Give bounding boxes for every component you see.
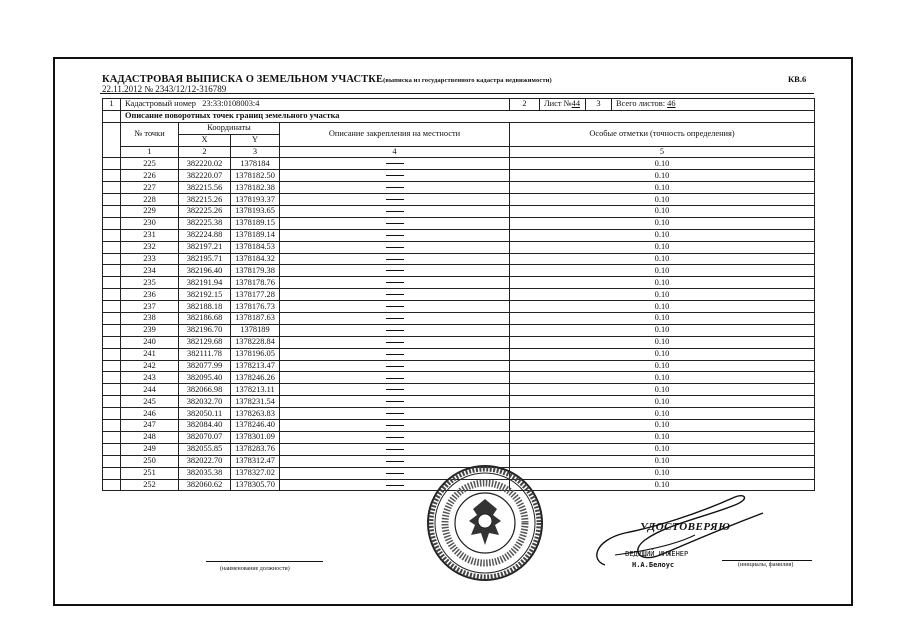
table-row	[103, 443, 815, 455]
coord-y: 1378283.76	[231, 443, 280, 455]
title-text: КАДАСТРОВАЯ ВЫПИСКА О ЗЕМЕЛЬНОМ УЧАСТКЕ	[102, 74, 384, 85]
col-notes-header: Особые отметки (точность определения)	[510, 122, 815, 146]
col-description-header: Описание закрепления на местности	[280, 122, 510, 146]
description-dash	[280, 289, 510, 301]
coord-y: 1378189.15	[231, 217, 280, 229]
note-value: 0.10	[510, 206, 815, 218]
official-seal-stamp	[425, 463, 545, 583]
note-value: 0.10	[510, 170, 815, 182]
note-value: 0.10	[510, 372, 815, 384]
coord-y: 1378177.28	[231, 289, 280, 301]
description-dash	[280, 324, 510, 336]
table-row	[103, 265, 815, 277]
empty-cell	[103, 170, 121, 182]
dash-mark	[386, 259, 404, 260]
table-row	[103, 182, 815, 194]
empty-cell	[103, 158, 121, 170]
table-row	[103, 324, 815, 336]
table-row	[103, 158, 815, 170]
coord-x: 382186.68	[179, 313, 231, 325]
col-y-header: Y	[231, 134, 280, 146]
coord-x: 382191.94	[179, 277, 231, 289]
note-value: 0.10	[510, 182, 815, 194]
description-dash	[280, 360, 510, 372]
point-number: 244	[121, 384, 179, 396]
dash-mark	[386, 401, 404, 402]
dash-mark	[386, 211, 404, 212]
note-value: 0.10	[510, 431, 815, 443]
boundary-points-table	[102, 98, 815, 491]
coord-y: 1378193.65	[231, 206, 280, 218]
point-number: 246	[121, 408, 179, 420]
dash-mark	[386, 449, 404, 450]
empty-cell	[103, 110, 121, 122]
note-value: 0.10	[510, 324, 815, 336]
dash-mark	[386, 318, 404, 319]
point-number: 250	[121, 455, 179, 467]
table-row	[103, 313, 815, 325]
note-value: 0.10	[510, 467, 815, 479]
note-value: 0.10	[510, 420, 815, 432]
header-divider	[100, 93, 814, 94]
empty-cell	[103, 324, 121, 336]
table-row	[103, 206, 815, 218]
section-title-row	[103, 110, 815, 122]
sheet-cell	[540, 99, 586, 111]
coord-y: 1378176.73	[231, 301, 280, 313]
empty-cell	[103, 372, 121, 384]
point-number: 245	[121, 396, 179, 408]
table-row	[103, 384, 815, 396]
coord-y: 1378213.11	[231, 384, 280, 396]
table-row	[103, 241, 815, 253]
point-number: 252	[121, 479, 179, 491]
point-number: 239	[121, 324, 179, 336]
note-value: 0.10	[510, 360, 815, 372]
empty-cell	[103, 265, 121, 277]
description-dash	[280, 420, 510, 432]
table-row	[103, 420, 815, 432]
coord-y: 1378187.63	[231, 313, 280, 325]
coord-x: 382129.68	[179, 336, 231, 348]
empty-cell	[103, 384, 121, 396]
table-row	[103, 277, 815, 289]
description-dash	[280, 277, 510, 289]
dash-mark	[386, 199, 404, 200]
coord-x: 382225.38	[179, 217, 231, 229]
coord-x: 382224.88	[179, 229, 231, 241]
coord-y: 1378184.53	[231, 241, 280, 253]
coord-x: 382022.70	[179, 455, 231, 467]
coord-x: 382066.98	[179, 384, 231, 396]
note-value: 0.10	[510, 301, 815, 313]
document-number: 2343/12/12-316789	[155, 84, 227, 94]
empty-cell	[103, 241, 121, 253]
point-number: 237	[121, 301, 179, 313]
dash-mark	[386, 461, 404, 462]
description-dash	[280, 253, 510, 265]
coord-x: 382196.40	[179, 265, 231, 277]
point-number: 248	[121, 431, 179, 443]
total-cell	[612, 99, 815, 111]
note-value: 0.10	[510, 265, 815, 277]
dash-mark	[386, 354, 404, 355]
description-dash	[280, 408, 510, 420]
note-value: 0.10	[510, 408, 815, 420]
empty-cell	[103, 396, 121, 408]
table-row	[103, 194, 815, 206]
description-dash	[280, 313, 510, 325]
document-date: 22.11.2012 №	[102, 84, 154, 94]
coord-y: 1378179.38	[231, 265, 280, 277]
coord-x: 382095.40	[179, 372, 231, 384]
description-dash	[280, 372, 510, 384]
description-dash	[280, 206, 510, 218]
description-dash	[280, 170, 510, 182]
point-number: 243	[121, 372, 179, 384]
coord-x: 382035.38	[179, 467, 231, 479]
coord-y: 1378312.47	[231, 455, 280, 467]
point-number: 228	[121, 194, 179, 206]
coord-y: 1378184	[231, 158, 280, 170]
empty-cell	[103, 277, 121, 289]
table-row	[103, 408, 815, 420]
stamp-role: ВЕДУЩИЙ ИНЖЕНЕР	[625, 550, 689, 558]
table-row	[103, 229, 815, 241]
description-dash	[280, 301, 510, 313]
empty-cell	[103, 443, 121, 455]
table-row	[103, 170, 815, 182]
coord-x: 382197.21	[179, 241, 231, 253]
point-number: 238	[121, 313, 179, 325]
note-value: 0.10	[510, 336, 815, 348]
point-number: 231	[121, 229, 179, 241]
point-number: 230	[121, 217, 179, 229]
coord-y: 1378228.84	[231, 336, 280, 348]
point-number: 225	[121, 158, 179, 170]
coord-y: 1378189.14	[231, 229, 280, 241]
dash-mark	[386, 366, 404, 367]
description-dash	[280, 336, 510, 348]
point-number: 227	[121, 182, 179, 194]
description-dash	[280, 217, 510, 229]
summary-row	[103, 99, 815, 111]
table-row	[103, 431, 815, 443]
col-number-1: 1	[121, 146, 179, 158]
point-number: 235	[121, 277, 179, 289]
coord-x: 382032.70	[179, 396, 231, 408]
coord-x: 382084.40	[179, 420, 231, 432]
description-dash	[280, 229, 510, 241]
dash-mark	[386, 342, 404, 343]
position-signature-line	[206, 561, 323, 562]
dash-mark	[386, 235, 404, 236]
coord-x: 382188.18	[179, 301, 231, 313]
description-dash	[280, 194, 510, 206]
empty-cell	[103, 301, 121, 313]
section-number: 1	[103, 99, 121, 111]
coord-y: 1378178.76	[231, 277, 280, 289]
empty-cell	[103, 360, 121, 372]
col-number-4: 4	[280, 146, 510, 158]
note-value: 0.10	[510, 217, 815, 229]
description-dash	[280, 241, 510, 253]
description-dash	[280, 265, 510, 277]
point-number: 240	[121, 336, 179, 348]
note-value: 0.10	[510, 396, 815, 408]
dash-mark	[386, 175, 404, 176]
dash-mark	[386, 473, 404, 474]
coord-y: 1378305.70	[231, 479, 280, 491]
coord-y: 1378182.50	[231, 170, 280, 182]
note-value: 0.10	[510, 158, 815, 170]
table-row	[103, 360, 815, 372]
coord-x: 382215.56	[179, 182, 231, 194]
point-number: 229	[121, 206, 179, 218]
empty-cell	[103, 206, 121, 218]
note-value: 0.10	[510, 241, 815, 253]
dash-mark	[386, 485, 404, 486]
stamp-name: Н.А.Белоус	[632, 561, 675, 569]
note-value: 0.10	[510, 229, 815, 241]
point-number: 242	[121, 360, 179, 372]
coord-x: 382060.62	[179, 479, 231, 491]
note-value: 0.10	[510, 479, 815, 491]
coord-y: 1378184.32	[231, 253, 280, 265]
coord-x: 382111.78	[179, 348, 231, 360]
col-coords-header: Координаты	[179, 122, 280, 134]
empty-cell	[103, 313, 121, 325]
table-row	[103, 217, 815, 229]
dash-mark	[386, 378, 404, 379]
empty-cell	[103, 479, 121, 491]
point-number: 249	[121, 443, 179, 455]
dash-mark	[386, 437, 404, 438]
cadastral-number: 23:33:0108003:4	[202, 99, 260, 109]
col-number-5: 5	[510, 146, 815, 158]
empty-cell	[103, 122, 121, 158]
coord-y: 1378231.54	[231, 396, 280, 408]
dash-mark	[386, 294, 404, 295]
column-header-row	[103, 122, 815, 134]
empty-cell	[103, 431, 121, 443]
coord-x: 382055.85	[179, 443, 231, 455]
col-number-2: 2	[179, 146, 231, 158]
certify-text: УДОСТОВЕРЯЮ	[640, 521, 731, 533]
position-caption: (наименование должности)	[220, 566, 290, 572]
note-value: 0.10	[510, 384, 815, 396]
empty-cell	[103, 467, 121, 479]
empty-cell	[103, 289, 121, 301]
form-code: КВ.6	[788, 74, 807, 84]
empty-cell	[103, 182, 121, 194]
name-signature-line	[722, 560, 812, 561]
coord-y: 1378189	[231, 324, 280, 336]
point-number: 233	[121, 253, 179, 265]
dash-mark	[386, 330, 404, 331]
coord-x: 382215.26	[179, 194, 231, 206]
column-number-row	[103, 146, 815, 158]
coord-x: 382070.07	[179, 431, 231, 443]
description-dash	[280, 182, 510, 194]
col-point-header: № точки	[121, 122, 179, 146]
empty-cell	[103, 229, 121, 241]
coord-x: 382225.26	[179, 206, 231, 218]
coord-x: 382196.70	[179, 324, 231, 336]
point-number: 232	[121, 241, 179, 253]
dash-mark	[386, 163, 404, 164]
table-row	[103, 301, 815, 313]
coord-x: 382077.99	[179, 360, 231, 372]
dash-mark	[386, 270, 404, 271]
point-number: 236	[121, 289, 179, 301]
col-number-3: 3	[231, 146, 280, 158]
cadastral-cell	[121, 99, 510, 111]
coord-y: 1378182.38	[231, 182, 280, 194]
point-number: 247	[121, 420, 179, 432]
coord-y: 1378213.47	[231, 360, 280, 372]
sheet-label: Лист №	[544, 99, 572, 109]
total-col: 3	[586, 99, 612, 111]
table-row	[103, 372, 815, 384]
col-x-header: X	[179, 134, 231, 146]
name-caption: (инициалы, фамилия)	[738, 562, 794, 568]
point-number: 234	[121, 265, 179, 277]
note-value: 0.10	[510, 253, 815, 265]
description-dash	[280, 443, 510, 455]
coord-y: 1378327.02	[231, 467, 280, 479]
empty-cell	[103, 336, 121, 348]
empty-cell	[103, 194, 121, 206]
cadastral-label: Кадастровый номер	[125, 99, 196, 109]
note-value: 0.10	[510, 313, 815, 325]
point-number: 241	[121, 348, 179, 360]
empty-cell	[103, 408, 121, 420]
point-number: 251	[121, 467, 179, 479]
coord-y: 1378246.26	[231, 372, 280, 384]
coord-x: 382192.15	[179, 289, 231, 301]
description-dash	[280, 348, 510, 360]
coord-y: 1378301.09	[231, 431, 280, 443]
empty-cell	[103, 455, 121, 467]
coord-x: 382195.71	[179, 253, 231, 265]
dash-mark	[386, 389, 404, 390]
empty-cell	[103, 420, 121, 432]
coord-y: 1378246.40	[231, 420, 280, 432]
table-row	[103, 336, 815, 348]
dash-mark	[386, 413, 404, 414]
dash-mark	[386, 282, 404, 283]
note-value: 0.10	[510, 289, 815, 301]
coord-y: 1378193.37	[231, 194, 280, 206]
title-note: (выписка из государственного кадастра недвижимости)	[383, 77, 552, 84]
description-dash	[280, 158, 510, 170]
section-title: Описание поворотных точек границ земельного участка	[121, 110, 815, 122]
note-value: 0.10	[510, 277, 815, 289]
total-label: Всего листов:	[616, 99, 666, 109]
dash-mark	[386, 247, 404, 248]
table-row	[103, 289, 815, 301]
empty-cell	[103, 217, 121, 229]
point-number: 226	[121, 170, 179, 182]
sheet-col: 2	[510, 99, 540, 111]
empty-cell	[103, 253, 121, 265]
dash-mark	[386, 425, 404, 426]
table-row	[103, 253, 815, 265]
table-row	[103, 348, 815, 360]
note-value: 0.10	[510, 455, 815, 467]
dash-mark	[386, 187, 404, 188]
note-value: 0.10	[510, 348, 815, 360]
note-value: 0.10	[510, 443, 815, 455]
coord-y: 1378263.83	[231, 408, 280, 420]
dash-mark	[386, 306, 404, 307]
description-dash	[280, 431, 510, 443]
dash-mark	[386, 223, 404, 224]
total-number: 46	[667, 99, 676, 109]
coord-y: 1378196.05	[231, 348, 280, 360]
description-dash	[280, 384, 510, 396]
sheet-number: 44	[571, 99, 580, 109]
coord-x: 382050.11	[179, 408, 231, 420]
coord-x: 382220.07	[179, 170, 231, 182]
empty-cell	[103, 348, 121, 360]
table-row	[103, 396, 815, 408]
description-dash	[280, 396, 510, 408]
coord-x: 382220.02	[179, 158, 231, 170]
note-value: 0.10	[510, 194, 815, 206]
